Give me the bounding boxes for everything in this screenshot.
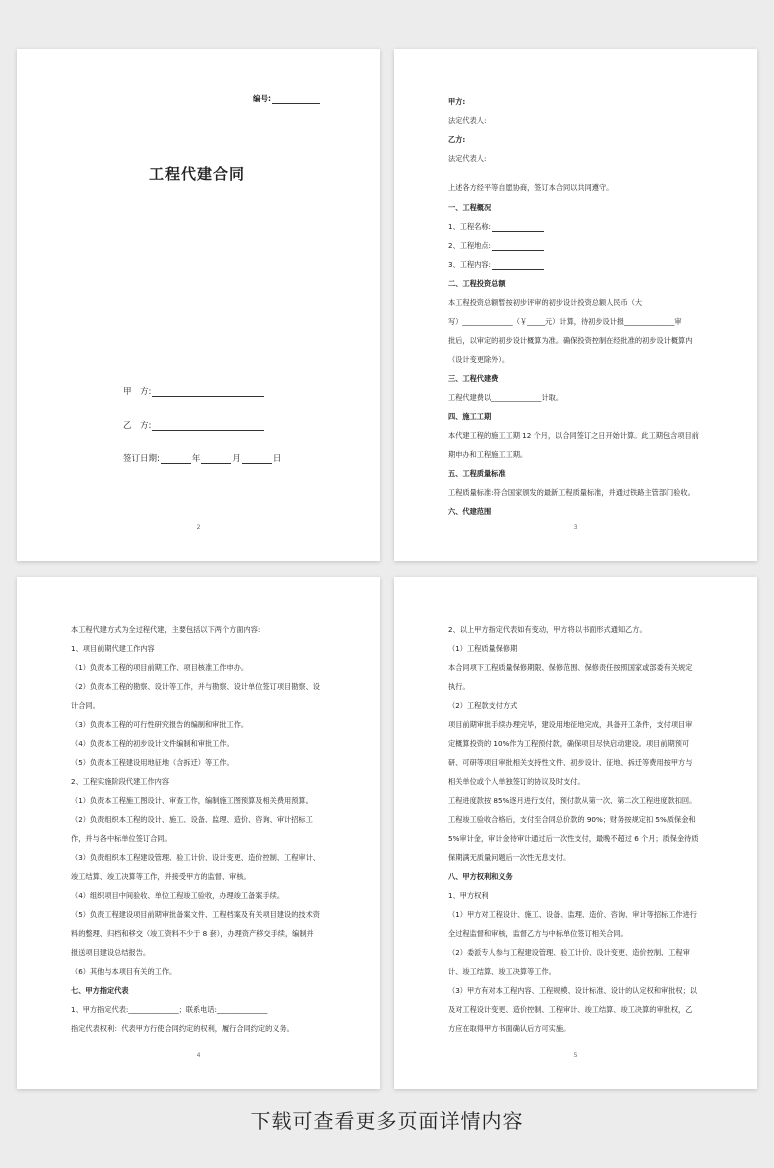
text-line [448,154,715,164]
line-text: （3）负责组织本工程建设管理、验工计价、设计变更、造价控制、工程审计、 [71,853,320,862]
line-text: 工程代建费以______________计取。 [448,393,564,402]
line-text: 2、工程地点: [448,241,491,250]
line-text: 作，并与各中标单位签订合同。 [71,834,172,843]
party-a-field: 甲 方: [123,385,265,397]
line-text: 本代建工程的施工工期 12 个月，以合同签订之日开始计算。此工期包含项目前 [448,431,699,440]
line-text: 计合同。 [71,701,100,710]
text-line [71,682,338,692]
text-line [71,796,338,806]
download-caption: 下载可查看更多页面详情内容 [250,1109,524,1133]
line-text: （4）负责本工程的初步设计文件编制和审批工作。 [71,739,234,748]
line-text: （2）工程款支付方式 [448,701,518,710]
line-text: 1、甲方权利 [448,891,489,900]
text-line [71,739,338,749]
contract-page-4 [17,577,380,1089]
section-heading [448,469,715,479]
line-text: 批后，以审定的初步设计概算为准。确保投资控制在经批准的初步设计概算内 [448,336,693,345]
text-line [448,241,715,251]
text-line [71,758,338,768]
line-text: 2、工程实施阶段代建工作内容 [71,777,170,786]
text-line [448,431,715,441]
line-text: 料的整理、归档和移交（竣工资料不少于 8 套），办理资产移交手续，编制并 [71,929,314,938]
contract-page-5 [394,577,757,1089]
text-line [448,355,715,365]
text-line [448,393,715,403]
text-line [448,260,715,270]
section-heading [448,412,715,422]
fill-blank [492,223,544,232]
text-line [71,777,338,787]
text-line [71,929,338,939]
line-text: （2）负责本工程的勘察、设计等工作，并与勘察、设计单位签订项目勘察、设 [71,682,320,691]
text-line [71,701,338,711]
text-line [448,1024,715,1034]
line-text: 乙方: [448,135,466,144]
text-line [448,815,715,825]
line-text: 五、工程质量标准 [448,469,506,478]
text-line [71,891,338,901]
line-text: 本合同项下工程质量保修期限、保修范围、保修责任按照国家或部委有关规定 [448,663,693,672]
line-text: 研、可研等项目审批相关支持性文件、初步设计、征地、拆迁等费用按甲方与 [448,758,693,767]
text-line [448,853,715,863]
text-line [71,853,338,863]
line-text: 报送项目建设总结报告。 [71,948,151,957]
line-text: （6）其他与本项目有关的工作。 [71,967,177,976]
text-line [448,450,715,460]
text-line [448,116,715,126]
text-line [448,948,715,958]
party-b-field: 乙 方: [123,419,265,431]
line-text: 竣工结算、竣工决算等工作，并接受甲方的监督、审核。 [71,872,251,881]
text-line [71,663,338,673]
line-text: （2）委派专人参与工程建设管理、验工计价、设计变更、造价控制、工程审 [448,948,690,957]
line-text: 期申办和工程施工工期。 [448,450,528,459]
line-text: 六、代建范围 [448,507,492,516]
text-line [448,986,715,996]
sign-date-field: 签订日期: 年 月 日 [123,454,282,464]
page-number: 3 [573,524,578,531]
line-text: 工程质量标准:符合国家颁发的最新工程质量标准，并通过铁路主管部门验收。 [448,488,695,497]
contract-cover-page [17,49,380,561]
line-text: （2）负责组织本工程的设计、施工、设备、监理、造价、咨询、审计招标工 [71,815,313,824]
line-text: 保期满无质量问题后一次性无息支付。 [448,853,571,862]
line-text: （4）组织项目中间验收、单位工程竣工验收，办理竣工备案手续。 [71,891,285,900]
line-text: 四、施工工期 [448,412,492,421]
text-line [448,929,715,939]
section-heading [448,507,715,517]
text-line [448,682,715,692]
line-text: 全过程监督和审核，监督乙方与中标单位签订相关合同。 [448,929,628,938]
text-line [71,872,338,882]
line-text: （1）负责本工程施工图设计、审查工作，编制施工图预算及相关费用预算。 [71,796,313,805]
contract-title: 工程代建合同 [149,165,246,183]
line-text: 甲方: [448,97,466,106]
page-number: 4 [196,1052,201,1059]
text-line [448,317,715,327]
line-text: （5）负责工程建设项目前期审批备案文件、工程档案及有关项目建设的技术资 [71,910,320,919]
line-text: 上述各方经平等自愿协商，签订本合同以共同遵守。 [448,183,614,192]
line-text: 3、工程内容: [448,260,491,269]
line-text: 5%审计金，审计金待审计通过后一次性支付，最晚不超过 6 个月；质保金待质 [448,834,699,843]
line-text: （5）负责本工程建设用地征地（含拆迁）等工作。 [71,758,234,767]
text-line [448,834,715,844]
line-text: 七、甲方指定代表 [71,986,129,995]
line-text: （1）甲方对工程设计、施工、设备、监理、造价、咨询、审计等招标工作进行 [448,910,697,919]
line-text: 本工程代建方式为全过程代建，主要包括以下两个方面内容: [71,625,261,634]
line-text: 二、工程投资总额 [448,279,506,288]
line-text: 项目前期审批手续办理完毕，建设用地征地完成，具备开工条件，支付项目审 [448,720,693,729]
text-line [71,644,338,654]
line-text: 1、项目前期代建工作内容 [71,644,155,653]
text-line [448,891,715,901]
line-text: 计、竣工结算、竣工决算等工作。 [448,967,556,976]
contract-number-field: 编号: [253,93,321,104]
text-line [448,1005,715,1015]
section-heading [448,374,715,384]
section-heading [448,279,715,289]
line-text: 相关单位或个人单独签订的协议及时支付。 [448,777,585,786]
text-line [448,739,715,749]
text-line [448,701,715,711]
fill-blank [492,261,544,270]
section-heading [448,97,715,107]
section-heading [448,872,715,882]
line-text: 三、工程代建费 [448,374,499,383]
line-text: 2、以上甲方指定代表如有变动，甲方将以书面形式通知乙方。 [448,625,647,634]
line-text: 及对工程设计变更、造价控制、工程审计、竣工结算、竣工决算的审批权，乙 [448,1005,693,1014]
text-line [71,910,338,920]
line-text: 方应在取得甲方书面确认后方可实施。 [448,1024,571,1033]
text-line [448,222,715,232]
page-number: 2 [196,524,201,531]
line-text: 执行。 [448,682,470,691]
text-line [71,1024,338,1034]
section-heading [71,986,338,996]
line-text: 工程进度款按 85%逐月进行支付，预付款从第一次、第二次工程进度款扣回。 [448,796,697,805]
fill-blank [492,242,544,251]
text-line [71,834,338,844]
section-heading [448,135,715,145]
text-line [448,488,715,498]
text-line [71,720,338,730]
line-text: （1）负责本工程的项目前期工作、项目核准工作申办。 [71,663,249,672]
page-number: 5 [573,1052,578,1059]
text-line [448,967,715,977]
text-line [448,644,715,654]
line-text: 法定代表人: [448,154,487,163]
text-line [448,336,715,346]
line-text: 1、甲方指定代表:______________；联系电话:______________ [71,1005,268,1014]
text-line [71,967,338,977]
line-text: 法定代表人: [448,116,487,125]
text-line [448,625,715,635]
text-line [71,948,338,958]
line-text: 工程竣工验收合格后，支付至合同总价款的 90%；财务按规定扣 5%质保金和 [448,815,696,824]
line-text: 写）______________（￥_____元）计算，待初步设计报______________审 [448,317,682,326]
line-text: 一、工程概况 [448,203,492,212]
text-line [448,910,715,920]
line-text: 指定代表权利：代表甲方行使合同约定的权利，履行合同约定的义务。 [71,1024,294,1033]
text-line [71,1005,338,1015]
line-text: （3）甲方有对本工程内容、工程规模、设计标准、设计的认定权和审批权；以 [448,986,697,995]
text-line [71,625,338,635]
text-line [71,815,338,825]
line-text: （3）负责本工程的可行性研究报告的编制和审批工作。 [71,720,249,729]
line-text: 八、甲方权利和义务 [448,872,513,881]
line-text: 本工程投资总额暂按初步评审的初步设计投资总额人民币（大 [448,298,643,307]
line-text: （设计变更除外）。 [448,355,510,364]
line-text: （1）工程质量保修期 [448,644,518,653]
text-line [448,796,715,806]
text-line [448,758,715,768]
text-line [448,777,715,787]
text-line [448,298,715,308]
text-line [448,663,715,673]
text-line [448,720,715,730]
contract-page-3 [394,49,757,561]
line-text: 1、工程名称: [448,222,491,231]
line-text: 定概算投资的 10%作为工程预付款，确保项目尽快启动建设。项目前期预可 [448,739,690,748]
text-line [448,183,715,193]
section-heading [448,203,715,213]
